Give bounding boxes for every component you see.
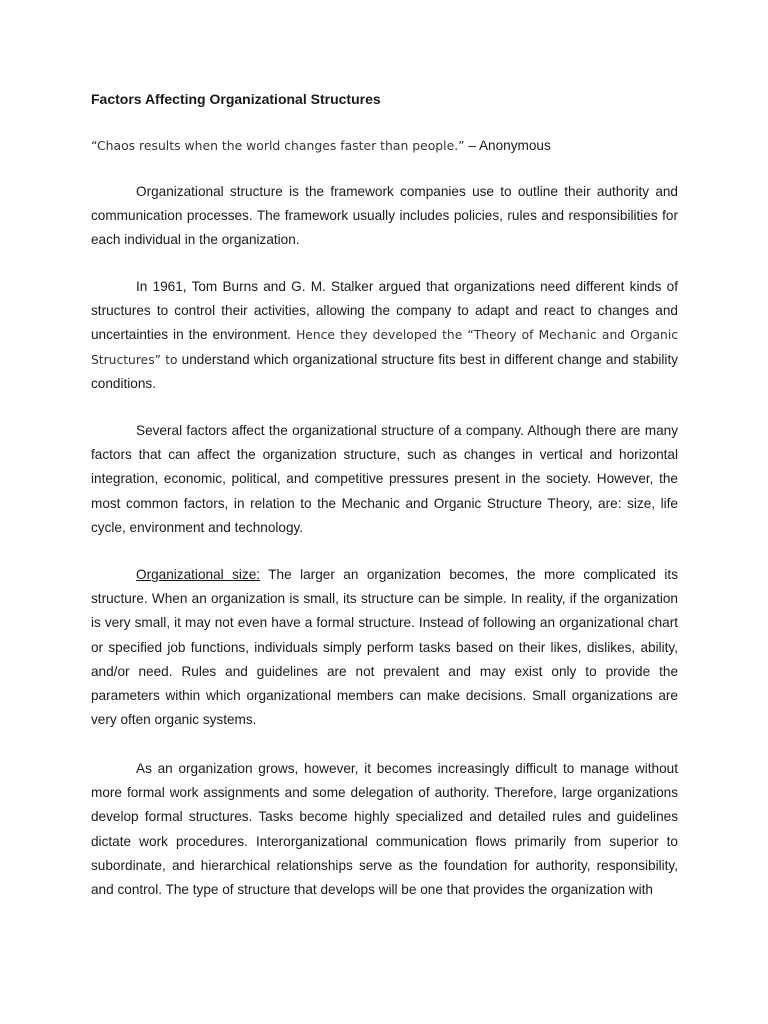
section-heading-organizational-size: Organizational size: [136, 567, 261, 582]
paragraph-factors: Several factors affect the organizational structure of a company. Although there are many factors that can affect the organization structure, such as changes in vertical and horizontal integration, economic, political, and competitive pressures present in the society. However, the most common factors, in relation to the Mechanic and Organic Structure Theory, are: size, life cycle, environment and technology. [91, 423, 678, 535]
paragraph-organizational-size-text: The larger an organization becomes, the more complicated its structure. When an organization is small, its structure can be simple. In reality, if the organization is very small, it may not even have a formal structure. Instead of following an organizational chart or specified job functions, individuals simply perform tasks based on their likes, dislikes, ability, and/or need. Rules and guidelines are not prevalent and may exist only to provide the parameters within which organizational members can make decisions. Small organizations are very often organic systems. [91, 567, 678, 728]
paragraph-burns-stalker-part1: In 1961, Tom Burns and G. M. Stalker argued that organizations need different kinds of structures to control their activities, allowing the company to adapt and react to changes and uncertainties in the environment. [91, 279, 678, 343]
paragraph-burns-stalker-theory: Hence they developed the “Theory of Mechanic and Organic Structures” to [91, 328, 678, 367]
epigraph-quote: “Chaos results when the world changes faster than people.” [91, 138, 465, 153]
epigraph [91, 137, 551, 155]
paragraph-structure-definition: Organizational structure is the framework companies use to outline their authority and communication processes. The framework usually includes policies, rules and responsibilities for each individual in the organization. [91, 184, 678, 248]
epigraph-attribution: – Anonymous [464, 138, 551, 153]
paragraph-burns-stalker-part3: understand which organizational structure fits best in different change and stability conditions. [91, 351, 679, 391]
paragraph-burns-stalker [91, 275, 678, 396]
document-title: Factors Affecting Organizational Structures [91, 91, 381, 107]
paragraph-organization-growth: As an organization grows, however, it becomes increasingly difficult to manage without more formal work assignments and some delegation of authority. Therefore, large organizations develop formal structures. Tasks become highly specialized and detailed rules and guidelines dictate work procedures. Interorganizational communication flows primarily from superior to subordinate, and hierarchical relationships serve as the foundation for authority, responsibility, and control. The type of structure that develops will be one that provides the organization with [91, 761, 678, 898]
paragraph-organizational-size [91, 563, 678, 732]
